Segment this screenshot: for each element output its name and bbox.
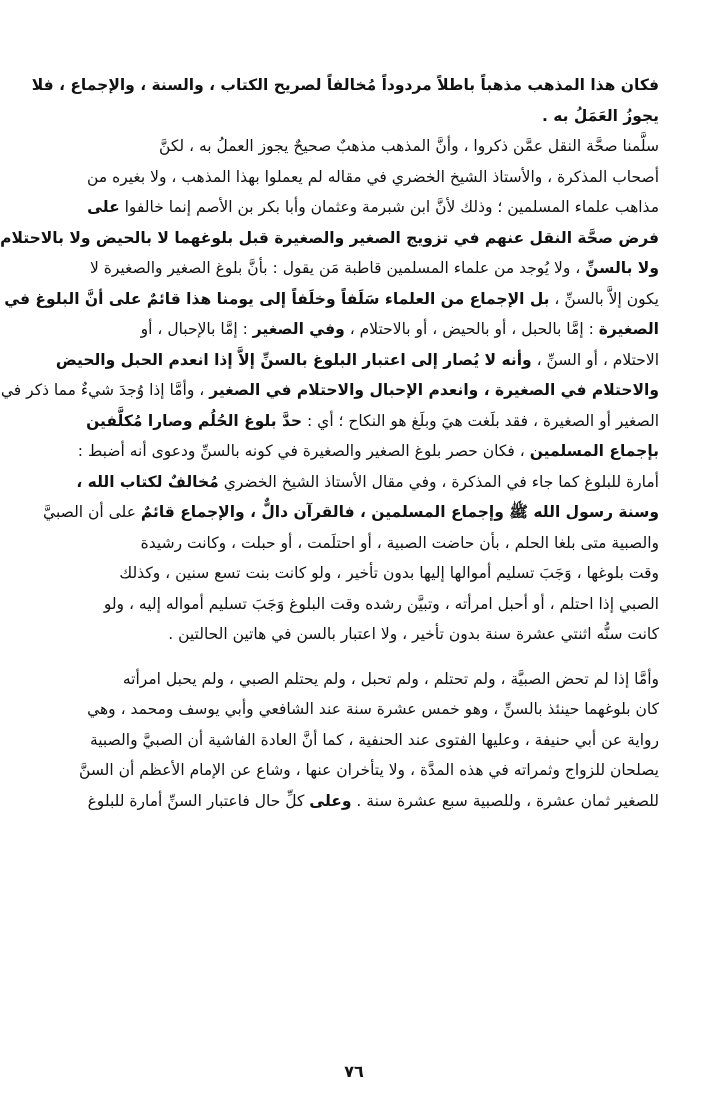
text-line — [4, 284, 659, 315]
text-run: يكون إلاَّ بالسنِّ ، — [549, 289, 659, 308]
text-run-bold: فرض صحَّة النقل عنهم في تزويج الصغير والصغيرة قبل بلوغهما لا بالحيض ولا بالاحتلام — [0, 228, 659, 247]
text-run: والصبية متى بلغا الحلم ، بأن حاضت الصبية ، أو احتلَمت ، أو حبلت ، وكانت رشيدة — [140, 533, 659, 552]
text-run: على أن الصبيَّ — [43, 503, 141, 521]
text-line — [49, 253, 659, 284]
text-run: : إمَّا بالإحبال ، أو — [140, 320, 253, 338]
text-run: فكان هذا المذهب مذهباً باطلاً مردوداً مُخالفاً لصريح الكتاب ، والسنة ، والإجماع ، فلا — [31, 76, 659, 94]
text-line — [49, 528, 659, 559]
paragraph-conclusion — [31, 70, 659, 131]
text-run-bold: بل الإجماع من العلماء سَلَفاً وخلَفاً إلى يومنا هذا قائمٌ على أنَّ البلوغ في — [4, 289, 550, 308]
text-run-bold: ولا بالسنِّ — [585, 259, 659, 277]
paragraph-age-of-majority — [49, 664, 659, 817]
text-line — [49, 131, 659, 162]
text-line — [49, 101, 659, 132]
text-run-bold: الصغيرة — [598, 320, 659, 338]
text-line — [49, 558, 659, 589]
text-run-bold: بإجماع المسلمين — [529, 442, 659, 460]
text-line — [49, 694, 659, 725]
text-run: يجوزُ العَمَلُ به . — [541, 106, 659, 125]
text-run-bold: على — [87, 198, 120, 216]
paragraph-spacer — [49, 650, 659, 664]
text-line — [49, 725, 659, 756]
text-run: مذاهب علماء المسلمين ؛ وذلك لأنَّ ابن شبرمة وعثمان وأبا بكر بن الأصم إنما خالفوا — [119, 198, 659, 216]
text-line — [31, 70, 659, 101]
text-line — [43, 497, 659, 528]
text-run-bold: وعلى — [309, 791, 352, 810]
text-run-bold: حدَّ بلوغ الحُلُم وصارا مُكلَّفين — [86, 411, 303, 430]
text-line — [49, 664, 659, 695]
text-run: رواية عن أبي حنيفة ، وعليها الفتوى عند الحنفية ، كما أنَّ العادة الفاشية أن الصبيَّ والصبية — [89, 730, 659, 749]
text-run: ، فكان حصر بلوغ الصغير والصغيرة في كونه بالسنِّ ودعوى أنه أضبط : — [77, 442, 530, 460]
text-line — [49, 162, 659, 193]
text-line — [49, 314, 659, 345]
text-line — [0, 375, 659, 406]
text-run: ، وأمَّا إذا وُجدَ شيءٌ مما ذكر في — [0, 381, 210, 399]
document-body — [0, 70, 659, 816]
text-run: أصحاب المذكرة ، والأستاذ الشيخ الخضري في مقاله لم يعملوا بهذا المذهب ، ولا بغيره من — [87, 167, 659, 186]
text-run: كلِّ حال فاعتبار السنِّ أمارة للبلوغ — [87, 791, 310, 810]
text-run: : إمَّا بالحبل ، أو بالحيض ، أو بالاحتلام ، — [344, 320, 599, 338]
text-run: أمارة للبلوغ كما جاء في المذكرة ، وفي مقال الأستاذ الشيخ الخضري — [218, 472, 659, 491]
text-run-bold: مُخالفٌ لكتاب الله ، — [76, 472, 219, 491]
text-run-bold: وسنة رسول الله ﷺ وإجماع المسلمين ، فالقرآن دالٌّ ، والإجماع قائمٌ — [140, 503, 659, 521]
text-run: الصبي إذا احتلم ، أو أحبل امرأته ، وتبيَّن رشده وقت البلوغ وَجَبَ تسليم أمواله إليه ، ولو — [103, 594, 659, 613]
text-run: الصغير أو الصغيرة ، فقد بلَغت هيَ وبلَغ هو النكاح ؛ أي : — [302, 411, 659, 430]
text-run: ، ولا يُوجد من علماء المسلمين قاطبة مَن يقول : بأنَّ بلوغ الصغير والصغيرة لا — [89, 259, 586, 277]
text-line — [49, 406, 659, 437]
text-run: كانت سنُّه اثنتي عشرة سنة بدون تأخير ، ولا اعتبار بالسن في هاتين الحالتين . — [168, 625, 659, 643]
text-line — [49, 192, 659, 223]
text-line — [49, 589, 659, 620]
text-line — [0, 223, 659, 254]
text-line — [49, 345, 659, 376]
text-run-bold: وأنه لا يُصار إلى اعتبار البلوغ بالسنِّ إلاَّ إذا انعدم الحبل والحيض — [55, 350, 532, 369]
text-line — [49, 619, 659, 650]
text-line — [49, 755, 659, 786]
text-run: الاحتلام ، أو السنِّ ، — [531, 350, 659, 369]
text-run: للصغير ثمان عشرة ، وللصبية سبع عشرة سنة . — [351, 791, 659, 810]
text-line — [49, 786, 659, 817]
text-line — [49, 467, 659, 498]
text-line — [49, 436, 659, 467]
text-run: وقت بلوغها ، وَجَبَ تسليم أموالها إليها بدون تأخير ، ولو كانت بنت تسع سنين ، وكذلك — [119, 564, 659, 582]
paragraph-argument — [0, 131, 659, 650]
text-run-bold: والاحتلام في الصغيرة ، وانعدم الإحبال والاحتلام في الصغير — [209, 381, 659, 399]
text-run: سلَّمنا صحَّة النقل عمَّن ذكروا ، وأنَّ المذهب مذهبٌ صحيحٌ يجوز العملُ به ، لكنَّ — [159, 137, 659, 155]
text-run: وأمَّا إذا لم تحض الصبيَّة ، ولم تحتلم ، ولم تحبل ، ولم يحتلم الصبي ، ولم يحبل امرأته — [122, 669, 659, 688]
text-run: يصلحان للزواج وثمراته في هذه المدَّة ، ولا يتأخران عنها ، وشاع عن الإمام الأعظم أن السنَّ — [79, 761, 659, 779]
page-number: ٧٦ — [344, 1062, 364, 1081]
text-run-bold: وفي الصغير — [252, 320, 345, 338]
text-run: كان بلوغهما حينئذ بالسنِّ ، وهو خمس عشرة سنة عند الشافعي وأبي يوسف ومحمد ، وهي — [87, 700, 659, 718]
